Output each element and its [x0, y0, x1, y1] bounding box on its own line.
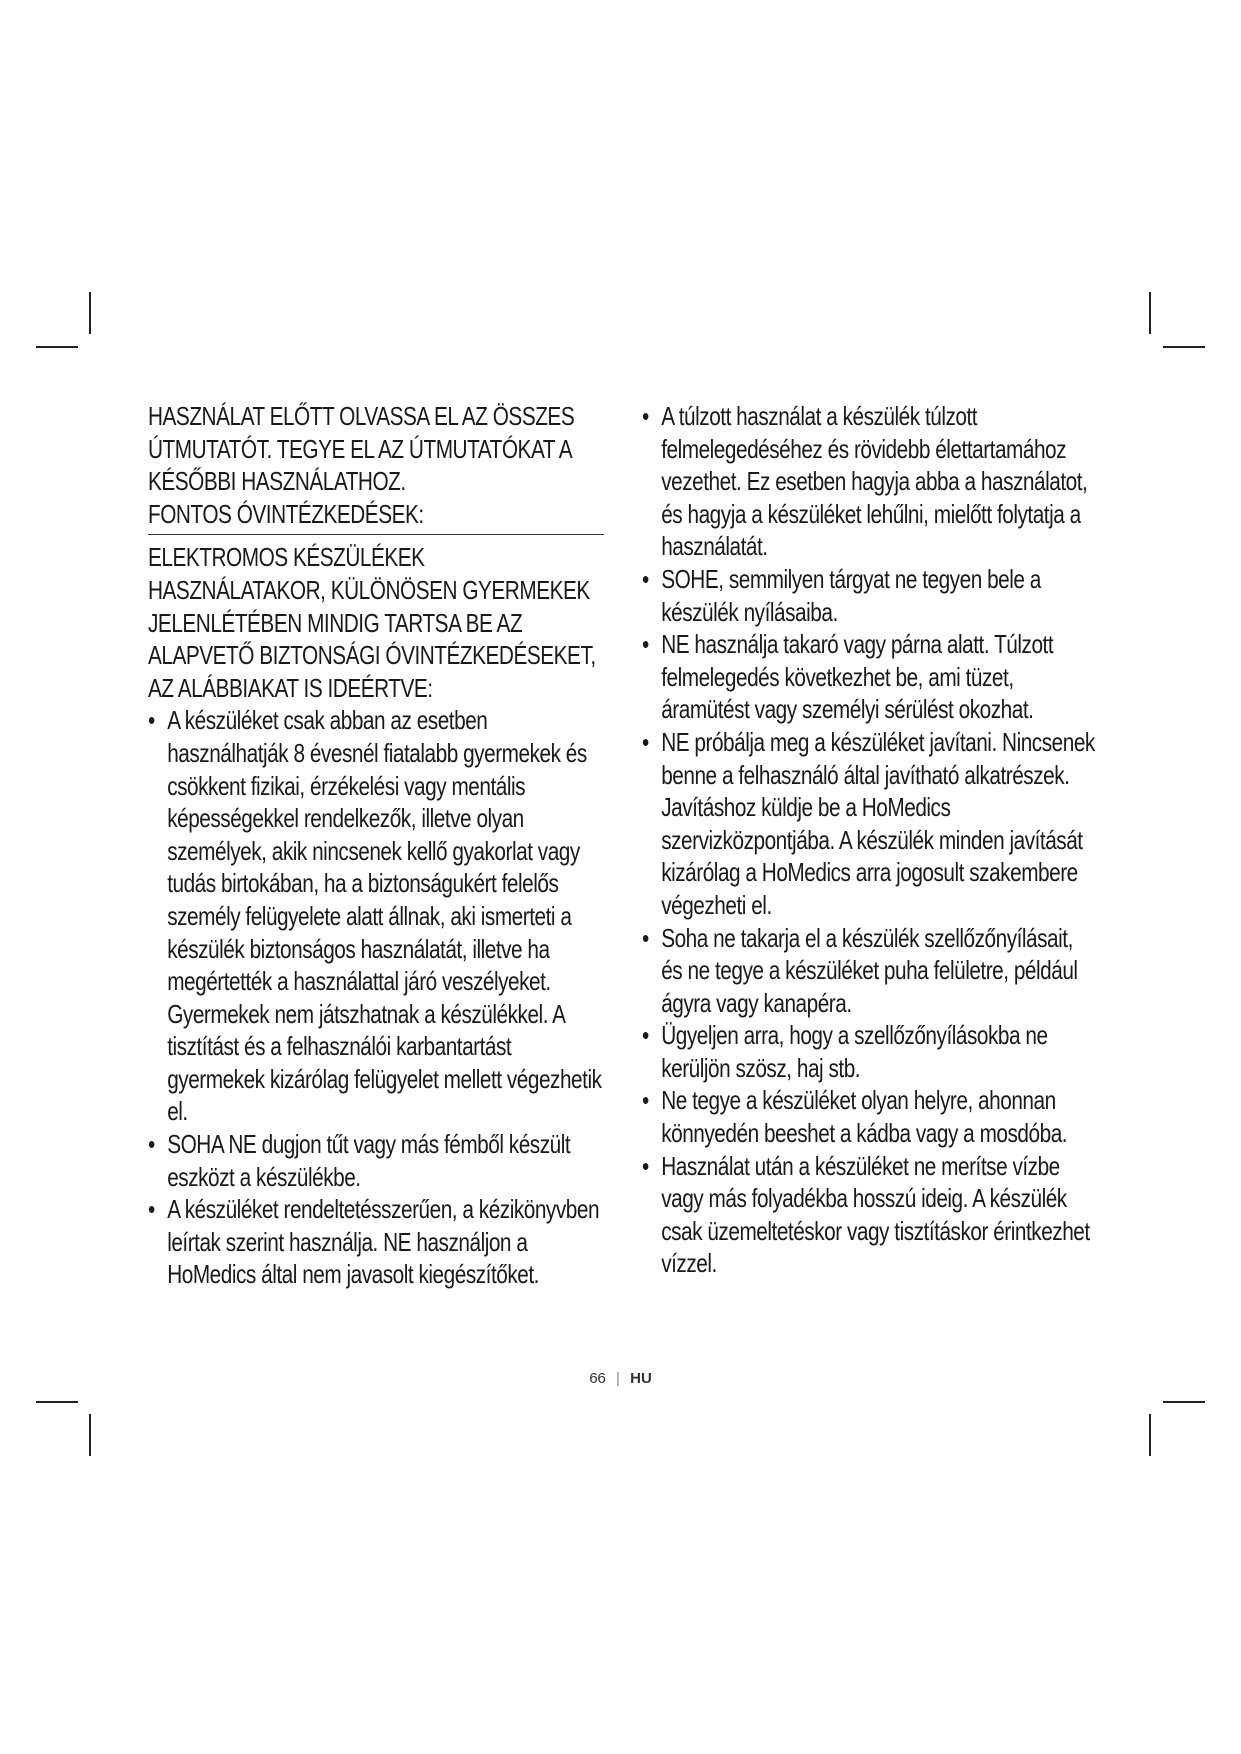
footer-separator: | — [616, 1370, 620, 1387]
list-item: • NE használja takaró vagy párna alatt. Túlzott felmelegedés következhet be, ami tüzet, áramütést vagy személyi sérülést okozhat. — [642, 628, 1098, 726]
right-bullet-list — [642, 400, 1098, 1280]
left-column — [148, 400, 610, 1291]
list-item: • SOHA NE dugjon tűt vagy más fémből készült eszközt a készülékbe. — [148, 1128, 604, 1193]
section-heading: FONTOS ÓVINTÉZKEDÉSEK: — [148, 498, 604, 536]
list-item: • SOHE, semmilyen tárgyat ne tegyen bele a készülék nyílásaiba. — [642, 563, 1098, 628]
left-bullet-list — [148, 704, 604, 1291]
list-item: • Ne tegye a készüléket olyan helyre, ahonnan könnyedén beeshet a kádba vagy a mosdóba. — [642, 1084, 1098, 1149]
list-item: • Soha ne takarja el a készülék szellőzőnyílásait, és ne tegye a készüléket puha felületre, például ágyra vagy kanapéra. — [642, 922, 1098, 1020]
crop-mark — [36, 346, 78, 348]
crop-mark — [89, 1414, 91, 1456]
page-footer — [0, 1370, 1241, 1387]
list-item: • NE próbálja meg a készüléket javítani. Nincsenek benne a felhasználó által javítható alkatrészek. Javításhoz küldje be a HoMedics szervizközpontjába. A készülék minden javítását kizárólag a HoMedics arra jogosult szakembere végezheti el. — [642, 726, 1098, 922]
crop-mark — [1163, 1401, 1205, 1403]
crop-mark — [1163, 346, 1205, 348]
list-item: • A készüléket csak abban az esetben használhatják 8 évesnél fiatalabb gyermekek és csökkent fizikai, érzékelési vagy mentális képességekkel rendelkezők, illetve olyan személyek, akik nincsenek kellő gyakorlat vagy tudás birtokában, ha a biztonságukért felelős személy felügyelete alatt állnak, aki ismerteti a készülék biztonságos használatát, illetve ha megértették a használattal járó veszélyeket. Gyermekek nem játszhatnak a készülékkel. A tisztítást és a felhasználói karbantartást gyermekek kizárólag felügyelet mellett végezhetik el. — [148, 704, 604, 1128]
page-number: 66 — [589, 1370, 606, 1387]
safety-warning: ELEKTROMOS KÉSZÜLÉKEK HASZNÁLATAKOR, KÜLÖNÖSEN GYERMEKEK JELENLÉTÉBEN MINDIG TARTSA BE AZ ALAPVETŐ BIZTONSÁGI ÓVINTÉZKEDÉSEKET, AZ ALÁBBIAKAT IS IDEÉRTVE: — [148, 542, 596, 703]
intro-instruction: HASZNÁLAT ELŐTT OLVASSA EL AZ ÖSSZES ÚTMUTATÓT. TEGYE EL AZ ÚTMUTATÓKAT A KÉSŐBBI HASZNÁLATHOZ. — [148, 401, 575, 497]
crop-mark — [1149, 292, 1151, 334]
crop-mark — [36, 1401, 78, 1403]
crop-mark — [89, 292, 91, 334]
list-item: • A készüléket rendeltetésszerűen, a kézikönyvben leírtak szerint használja. NE használjon a HoMedics által nem javasolt kiegészítőket. — [148, 1193, 604, 1291]
list-item: • Ügyeljen arra, hogy a szellőzőnyílásokba ne kerüljön szösz, haj stb. — [642, 1019, 1098, 1084]
crop-mark — [1149, 1414, 1151, 1456]
list-item: • A túlzott használat a készülék túlzott felmelegedéséhez és rövidebb élettartamához vezethet. Ez esetben hagyja abba a használatot, és hagyja a készüléket lehűlni, mielőtt folytatja a használatát. — [642, 400, 1098, 563]
right-column — [642, 400, 1104, 1280]
language-code: HU — [630, 1370, 652, 1387]
list-item: • Használat után a készüléket ne merítse vízbe vagy más folyadékba hosszú ideig. A készülék csak üzemeltetéskor vagy tisztításkor érintkezhet vízzel. — [642, 1150, 1098, 1280]
